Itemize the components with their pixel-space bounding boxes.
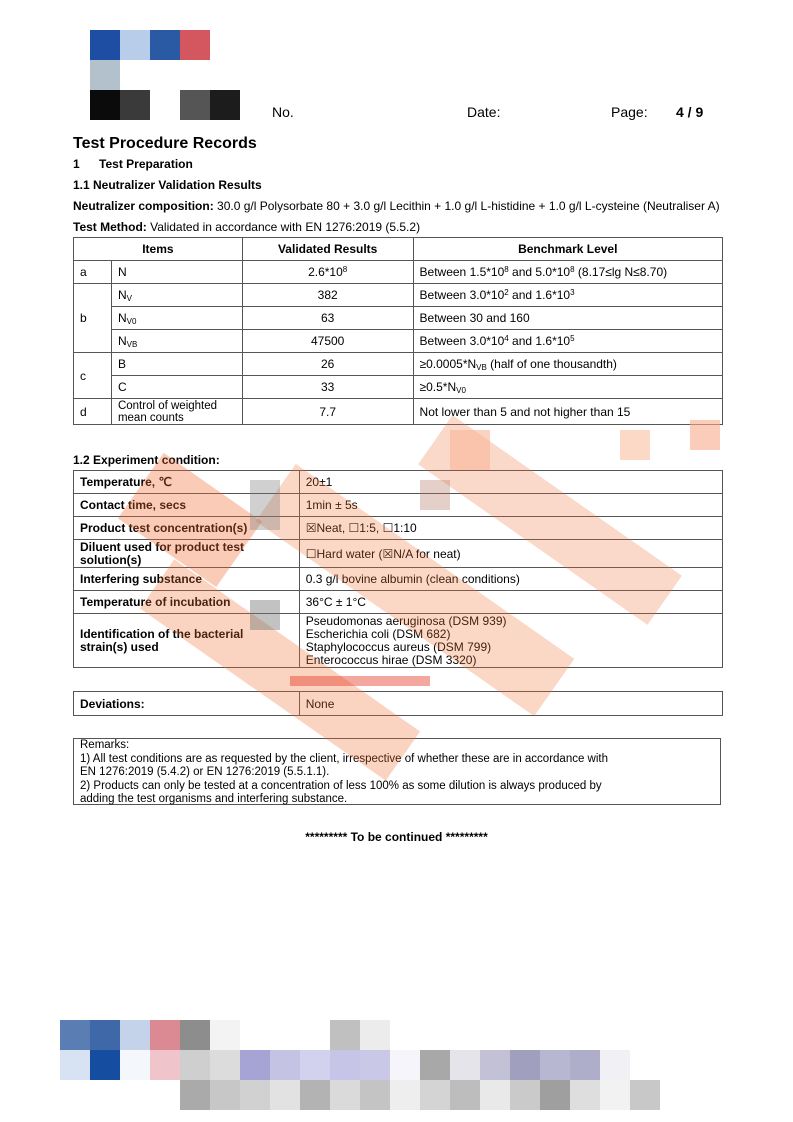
condition-label: Temperature of incubation: [74, 591, 300, 614]
item-label: B: [111, 353, 242, 376]
table-row: [74, 261, 723, 284]
result-cell: $2.6*10^8$: [242, 261, 413, 284]
remarks-line: 1) All test conditions are as requested by the client, irrespective of whether these are in accordance with: [80, 752, 609, 765]
benchmark-cell: Between 30 and 160: [413, 307, 722, 330]
table-row: [74, 614, 723, 668]
remarks-line: adding the test organisms and interfering substance.: [80, 793, 348, 805]
remarks-line: 2) Products can only be tested at a concentration of less 100% as some dilution is always produced by: [80, 779, 602, 792]
item-label: $N_{VB}$: [111, 330, 242, 353]
section-1-2-heading: 1.2 Experiment condition:: [73, 453, 220, 467]
col-header-benchmark: Benchmark Level: [413, 238, 722, 261]
table-row: [74, 568, 723, 591]
condition-label: Product test concentration(s): [74, 517, 300, 540]
item-label: C: [111, 376, 242, 399]
strain-item: Enterococcus hirae (DSM 3320): [305, 652, 477, 667]
table-row: [74, 494, 723, 517]
condition-value: 0.3 g/l bovine albumin (clean conditions): [299, 568, 722, 591]
deviations-table: [73, 691, 723, 716]
table-row: [74, 540, 723, 568]
continued-note: ********* To be continued *********: [305, 830, 488, 844]
item-label: N: [111, 261, 242, 284]
condition-label: Interfering substance: [74, 568, 300, 591]
section-number: 1: [73, 157, 80, 171]
condition-label: Diluent used for product test solution(s): [74, 540, 300, 568]
condition-label: Temperature, ℃: [74, 471, 300, 494]
section-title: Test Preparation: [99, 157, 193, 171]
condition-value: 1min ± 5s: [299, 494, 722, 517]
table-row: [74, 330, 723, 353]
result-cell: 47500: [242, 330, 413, 353]
benchmark-cell: $\ge 0.0005*N_{VB}$ (half of one thousandth): [413, 353, 722, 376]
item-label: Control of weighted mean counts: [111, 399, 242, 425]
table-row: [74, 376, 723, 399]
document-title: Test Procedure Records: [73, 135, 257, 152]
table-row: [74, 471, 723, 494]
benchmark-cell: Between $1.5*10^8$ and $5.0*10^8$ (8.17≤lg N≤8.70): [413, 261, 722, 284]
test-method-value: Validated in accordance with EN 1276:2019 (5.5.2): [146, 220, 421, 234]
condition-label: Identification of the bacterial strain(s) used: [74, 614, 300, 668]
col-header-items: Items: [74, 238, 243, 261]
group-label: b: [74, 284, 112, 353]
deviations-label: Deviations:: [74, 692, 300, 716]
strain-item: Staphylococcus aureus (DSM 799): [305, 639, 492, 654]
group-label: c: [74, 353, 112, 399]
section-1-1-heading: 1.1 Neutralizer Validation Results: [73, 178, 262, 192]
table-row: [74, 399, 723, 425]
remarks-line: EN 1276:2019 (5.4.2) or EN 1276:2019 (5.5.1.1).: [80, 766, 330, 778]
page-number: 4 / 9: [676, 104, 704, 120]
result-cell: 63: [242, 307, 413, 330]
col-header-results: Validated Results: [242, 238, 413, 261]
table-row: [74, 353, 723, 376]
neutralizer-value: 30.0 g/l Polysorbate 80 + 3.0 g/l Lecithin + 1.0 g/l L-histidine + 1.0 g/l L-cysteine (Neutraliser A): [213, 199, 720, 213]
date-label: Date:: [467, 104, 501, 120]
remarks-box: [73, 738, 721, 805]
test-method-line: [73, 220, 420, 234]
condition-value: ☒Neat, ☐1:5, ☐1:10: [299, 517, 722, 540]
benchmark-cell: Not lower than 5 and not higher than 15: [413, 399, 722, 425]
result-cell: 33: [242, 376, 413, 399]
neutralizer-label: Neutralizer composition:: [73, 199, 214, 213]
deviations-value: None: [299, 692, 722, 716]
page-label: Page:: [611, 104, 648, 120]
group-label: d: [74, 399, 112, 425]
item-label: $N_V$: [111, 284, 242, 307]
table-row: [74, 591, 723, 614]
item-label: $N_{V0}$: [111, 307, 242, 330]
section-1-heading: [73, 157, 193, 171]
strain-item: Escherichia coli (DSM 682): [305, 626, 451, 641]
table-row: [74, 284, 723, 307]
result-cell: 382: [242, 284, 413, 307]
condition-label: Contact time, secs: [74, 494, 300, 517]
table-row: [74, 517, 723, 540]
neutralizer-line: [73, 199, 720, 213]
experiment-table: [73, 470, 723, 668]
test-method-label: Test Method:: [73, 220, 147, 234]
no-label: No.: [272, 104, 294, 120]
group-label: a: [74, 261, 112, 284]
validation-table: [73, 237, 723, 425]
benchmark-cell: $\ge 0.5*N_{V0}$: [413, 376, 722, 399]
condition-value: 36°C ± 1°C: [299, 591, 722, 614]
condition-value: ☐Hard water (☒N/A for neat): [299, 540, 722, 568]
condition-value: 20±1: [299, 471, 722, 494]
company-logo: [90, 30, 240, 120]
benchmark-cell: Between $3.0*10^4$ and $1.6*10^5$: [413, 330, 722, 353]
remarks-title: Remarks:: [80, 739, 130, 751]
footer-pattern: [60, 1020, 690, 1110]
table-row: [74, 307, 723, 330]
result-cell: 7.7: [242, 399, 413, 425]
strain-list: [299, 614, 722, 668]
result-cell: 26: [242, 353, 413, 376]
strain-item: Pseudomonas aeruginosa (DSM 939): [305, 613, 507, 628]
benchmark-cell: Between $3.0*10^2$ and $1.6*10^3$: [413, 284, 722, 307]
